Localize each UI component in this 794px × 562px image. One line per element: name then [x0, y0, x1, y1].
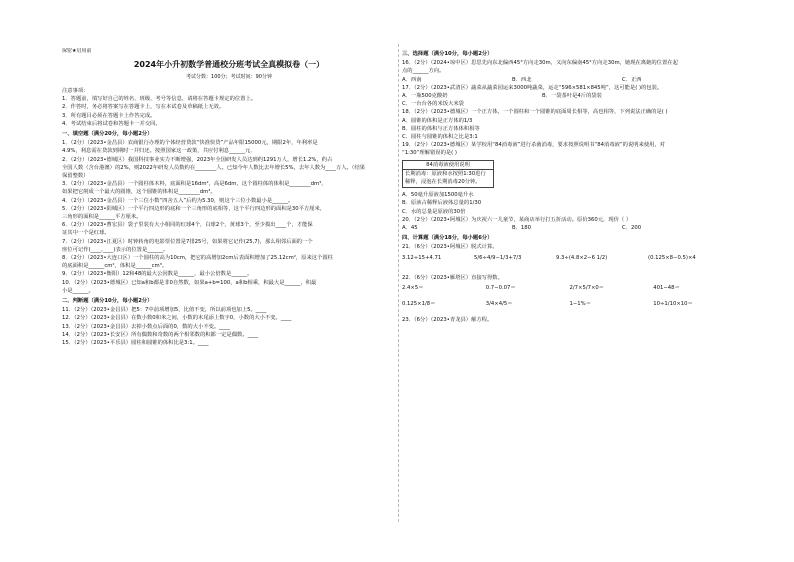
option: C．200 [622, 225, 642, 231]
question-line: 证其中一个是红球。 [62, 230, 110, 237]
question-line: 三角形的面积是______平方厘米。 [62, 213, 142, 220]
notes-title: 注意事项： [62, 87, 89, 94]
question-line: 4.9%，利息需在贷款到期时一并归还。按照国家这一政策，共应付利息______元． [62, 148, 256, 155]
question-line: 1．（2分）（2023•金昌县）农商银行办理的个体经营贷款“快准快贷”产品年限15000元，期限2年，年利率是 [62, 140, 318, 147]
section-fill-heading: 一、填空题（满分20分，每小题2分） [62, 130, 153, 137]
option: B．圆柱的体积与正方体体积相等 [402, 125, 480, 132]
option: C．水的总量是原液的30倍 [402, 208, 466, 215]
option: A．圆锥的体积是正方体的1/3 [402, 117, 473, 124]
expression: 3.12÷15+4.71 [402, 254, 442, 261]
option: C．圆柱与圆锥的体积之比是3:1 [402, 134, 478, 141]
question-line: 的底面积是______cm²，体积是______cm³。 [62, 263, 168, 270]
question-line: 3．（2分）（2023•金昌县）一个圆柱体木料，底面积是16dm²，高是6dm，这个圆柱体的体积是________dm³， [62, 181, 327, 188]
question-line: 7．（2分）（2023•江夏区）时钟转角的电影票位置是7排25号，如果将它记作(25,7)，那么相邻后面的一个 [62, 238, 313, 245]
oral-item: 2.4×5＝ [402, 285, 424, 292]
oral-item: 0.7−0.07＝ [485, 285, 516, 292]
oral-item: 401−48＝ [653, 285, 680, 292]
section-choice-heading: 三、选择题（满分10分，每小题2分） [402, 51, 493, 57]
note-item: 4．考试结束后将试卷和答题卡一并交回。 [62, 120, 161, 127]
question-line: 23．（6分）（2023•青龙县）解方程。 [402, 317, 493, 324]
question-line: 13．（2分）（2023•金昌县）去掉小数点后面的0，数的大小不变。____ [62, 323, 230, 330]
options-row [402, 224, 737, 232]
option: A．西南 [402, 76, 422, 83]
question-line: “1:30”理解错误的是( ) [402, 150, 457, 157]
option: B．原液占稀释后液体总量的1/30 [402, 200, 482, 207]
question-line: 4．（2分）（2023•金昌县）一个三位小数“四舍五入”后约为5.30，则这个三位小数最小是______。 [62, 197, 294, 204]
question-line: 点的______方向。 [402, 68, 445, 75]
secret-tag: 保密★启用前 [62, 48, 92, 54]
exam-meta: 考试分数：100分；考试时间：90分钟 [186, 74, 272, 81]
question-line: 座位可记作(____,____)表示的位置是______。 [62, 246, 169, 253]
question-line: 20．（2分）（2023•阿城区）为庆祝六一儿童节，某商店举行打五折活动。原价360元，现价（ ） [402, 216, 632, 223]
question-line: 小是______。 [62, 287, 94, 294]
question-line: 21．（6分）（2023•阿城区）脱式计算。 [402, 244, 498, 251]
question-line: 12．（2分）（2023•金昌县）在数小数0和米之间，小数的末尾添上数字0，小数的大小不变。____ [62, 315, 292, 322]
note-item: 3．所有题目必须在答题卡上作答完成。 [62, 112, 156, 119]
right-column [402, 48, 737, 325]
oral-calc-row [402, 284, 737, 292]
option: A．一瓶500克酸奶 [402, 93, 448, 100]
question-line: 全国人数（含台港澳）的2%，则2022年研发人员数约在________人。已知今年人数比去年增长5%，去年人数为____万人。（结果 [62, 164, 366, 171]
note-item: 1．答题前，填写好自己的姓名、班级、考号等信息，请将在答题卡规定的位置上。 [62, 96, 257, 103]
question-line: 5．（2分）（2023•阳城区）一个平行四边形的底和一个三角形的底相等，这个平行四边形的面积是30平方厘米， [62, 205, 326, 212]
expression: (0.125×8−0.5)×4 [648, 254, 696, 261]
section-calc-heading: 四、计算题（满分18分，每小题6分） [402, 235, 493, 242]
option: C．正西 [622, 76, 642, 83]
oral-item: 3/4×4/5＝ [485, 301, 513, 308]
oral-calc-row [402, 300, 737, 308]
page-title: 2024年小升初数学普通校分班考试全真模拟卷（一） [133, 59, 325, 69]
question-line: 2．（2分）（2023•德城区）我国科技事业实力不断增强，2023年全国研发人员达到约1291万人，增长1.2%，约占 [62, 156, 333, 163]
question-line: 保留整数） [62, 172, 89, 179]
option: A．45 [402, 225, 418, 231]
question-line: 22．（6分）（2023•雁塔区）直接写得数。 [402, 274, 503, 281]
option: B．西北 [512, 76, 532, 83]
expression: 5/6÷4/9−1/3+7/3 [474, 254, 522, 261]
question-line: 19．（2分）（2023•德城区）某学校用“84消毒液”进行杀菌消毒，要求按照说明书“84消毒液”的说明来使用，对 [402, 142, 666, 149]
disinfectant-label-box [402, 160, 494, 189]
expression: 9.3÷(4.8×2−6 1/2) [556, 254, 608, 261]
question-line: 18．（2分）（2023•德城区）一个正方体，一个圆柱和一个圆锥的底面周长相等，高也相等，下列说法正确的是( ) [402, 109, 668, 116]
column-divider [398, 44, 399, 522]
question-line: 14．（2分）（2023•长安区）所有偶数和奇数的两个相邻数的积都一定是偶数。____ [62, 331, 259, 338]
question-line: 如果把它削成一个最大的圆锥，这个圆锥的体积是________dm³。 [62, 189, 216, 196]
option: A．50毫升原液加1500毫升水 [402, 192, 474, 199]
question-line: 9．（2分）（2023•衡阳）12和48的最大公因数是______，最小公倍数是______。 [62, 271, 253, 278]
oral-item: 10÷1/10×10＝ [653, 301, 693, 308]
oral-item: 2/7×5/7×0＝ [569, 285, 605, 292]
label-heading: 84消毒液使用说明 [403, 161, 493, 170]
question-line: 11．（2分）（2023•金昌县）把5：7中前项增加5，比值不变，所以前项也加上5。____ [62, 307, 267, 314]
note-item: 2．作答时，务必将答案写在答题卡上，写在本试卷及草稿纸上无效。 [62, 104, 225, 111]
option: C．一台台各的米饭大米袋 [402, 101, 464, 108]
option: B．180 [512, 225, 532, 231]
options-row [402, 76, 737, 84]
oral-item: 0.125×1/8＝ [402, 301, 436, 308]
question-line: 8．（2分）（2023•大连口区）一个圆柱的高为10cm，把它的高增加2cm后表面积增加了25.12cm²，原来这个圆柱 [62, 254, 333, 261]
left-column [62, 48, 396, 347]
options-row [402, 92, 737, 100]
question-line: 17．（2分）（2023•武清区）蔬菜从蔬菜园运来3000吨蔬菜，运走“596×581×845吨”，这可能是( )的包装。 [402, 84, 663, 91]
label-body: 长期消毒：原液和水按照1:30进行稀释，浸泡在长期消毒20分钟。 [405, 170, 486, 185]
question-line: 16．（2分）（2024•琼中区）思思先向东北偏西45°方向走30m，又向东偏南45°方向走30m，她现在离她的位置在起 [402, 60, 678, 67]
oral-item: 1−1%＝ [569, 301, 592, 308]
calc-expressions [402, 254, 737, 262]
question-line: 6．（2分）（2023•曹宏县）袋子里装有大小相同的红球4个，白球2个，黄球3个，至少摸出____个，才能保 [62, 222, 313, 229]
section-judge-heading: 二、判断题（满分10分，每小题2分） [62, 297, 153, 304]
option: B．一袋茶叶是4斤的袋装 [542, 93, 602, 100]
question-line: 10．（2分）（2023•德城区）已知a和b都是非0自然数，如果a+b=100，a和b相乘，积最大是______，积最 [62, 279, 317, 286]
question-line: 15．（2分）（2023•平乐县）圆柱和圆锥的体积比是3:1。____ [62, 339, 209, 346]
